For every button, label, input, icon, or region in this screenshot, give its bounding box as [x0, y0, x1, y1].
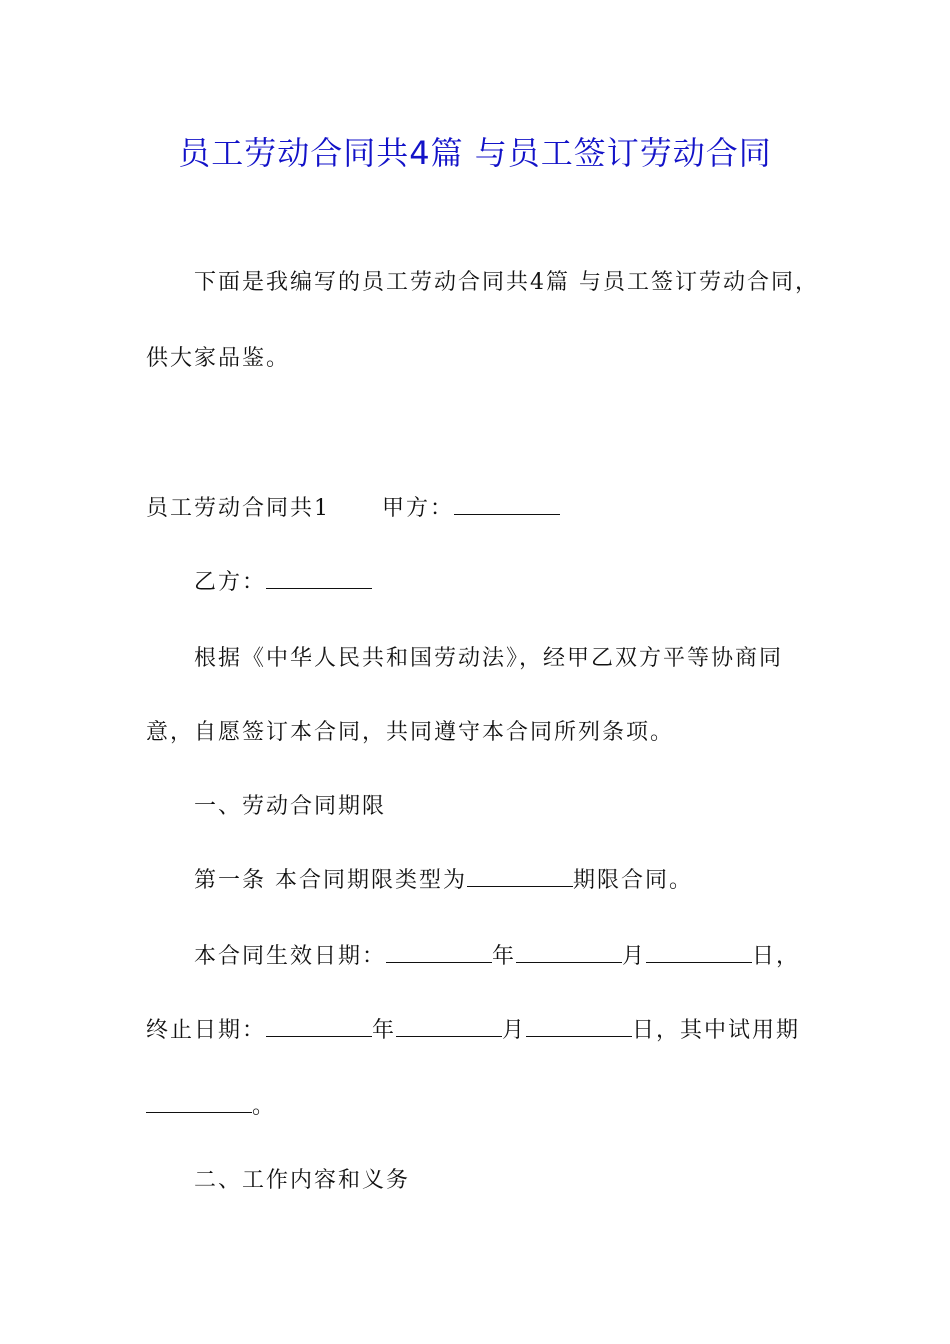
end-date-label: 终止日期：	[146, 1018, 267, 1043]
heading-one: 一、劳动合同期限	[194, 794, 387, 819]
party-a-label: 甲方：	[382, 496, 455, 521]
effective-day-label: 日，	[752, 944, 801, 969]
end-year-label: 年	[372, 1018, 397, 1043]
end-year-blank	[266, 1014, 372, 1037]
end-month-blank	[396, 1014, 502, 1037]
article-1-suffix: 期限合同。	[573, 868, 694, 893]
party-b-label: 乙方：	[194, 570, 267, 595]
effective-month-label: 月	[622, 944, 647, 969]
end-date-row	[146, 1014, 800, 1048]
effective-year-label: 年	[492, 944, 517, 969]
effective-month-blank	[516, 940, 622, 963]
section-1-heading-row	[146, 492, 560, 526]
effective-date-row	[194, 940, 800, 974]
party-a-blank	[454, 492, 560, 515]
party-b-row	[194, 566, 372, 600]
section-1-heading: 员工劳动合同共1	[146, 496, 330, 521]
basis-line-2: 意，自愿签订本合同，共同遵守本合同所列条项。	[146, 720, 675, 745]
probation-blank	[146, 1090, 252, 1113]
party-b-blank	[266, 566, 372, 589]
intro-line-1: 下面是我编写的员工劳动合同共4篇 与员工签订劳动合同，	[194, 270, 819, 295]
article-1-prefix: 第一条 本合同期限类型为	[194, 868, 467, 893]
document-title: 员工劳动合同共4篇 与员工签订劳动合同	[178, 134, 772, 172]
heading-two: 二、工作内容和义务	[194, 1168, 411, 1193]
effective-day-blank	[646, 940, 752, 963]
probation-period-end: 。	[252, 1094, 277, 1119]
probation-row	[146, 1090, 276, 1124]
contract-type-blank	[467, 864, 573, 887]
article-1-row	[194, 864, 693, 898]
intro-line-2: 供大家品鉴。	[146, 346, 291, 371]
end-month-label: 月	[502, 1018, 527, 1043]
end-day-blank	[526, 1014, 632, 1037]
effective-year-blank	[386, 940, 492, 963]
end-day-suffix: 日，其中试用期	[632, 1018, 801, 1043]
basis-line-1: 根据《中华人民共和国劳动法》，经甲乙双方平等协商同	[194, 646, 784, 671]
effective-date-label: 本合同生效日期：	[194, 944, 387, 969]
